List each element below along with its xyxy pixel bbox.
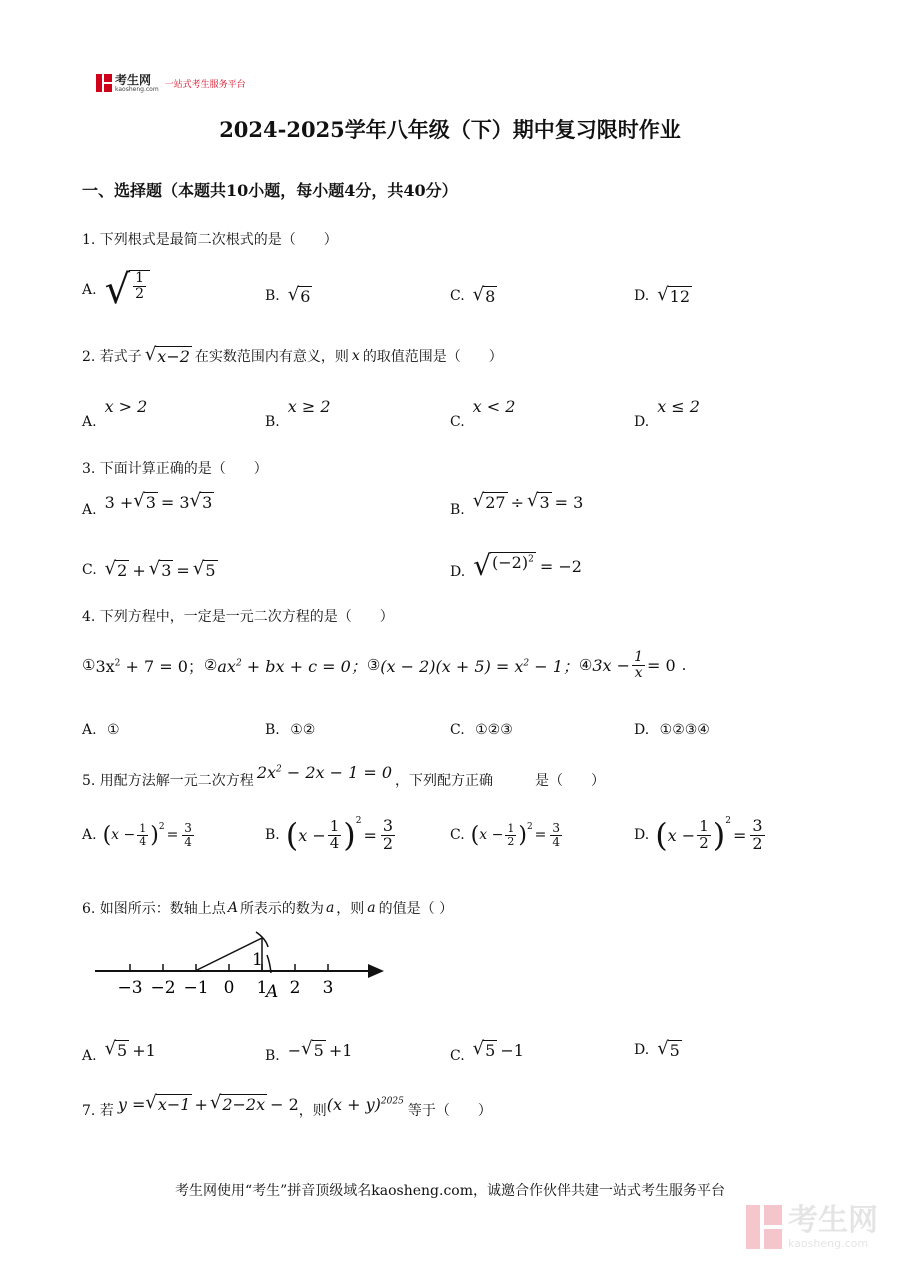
watermark-icon bbox=[746, 1205, 782, 1249]
tick-label: 3 bbox=[322, 978, 334, 998]
number-line-figure bbox=[90, 925, 390, 1005]
tick-label: −3 bbox=[117, 978, 143, 998]
q3-stem: 3. 下面计算正确的是（ ） bbox=[82, 461, 268, 477]
q5-option-d: D. ( x − $\frac{1}{2}$ ) $^2$ = $\frac{3}{2}$ bbox=[634, 815, 763, 854]
q4-option-a: A. ① bbox=[82, 722, 120, 738]
q7-stem: 7. 若 y = √ x−1 + √ 2−2x − 2 ，则 $(x + y)^{2025}$ 等于（ ） bbox=[82, 1092, 492, 1119]
q5-option-c: C. ( x − $\frac{1}{2}$ ) $^2$ = $\frac{3}{4}$ bbox=[450, 821, 561, 849]
header-logo[interactable] bbox=[96, 72, 246, 94]
q2-option-b: B.x ≥ 2 bbox=[265, 397, 331, 430]
q2-option-c: C.x < 2 bbox=[450, 397, 516, 430]
tick-label: 2 bbox=[289, 978, 301, 998]
q6-option-c: C. √ 5 −1 bbox=[450, 1038, 524, 1064]
q1-option-a: A. √ $\frac{1}{2}$ bbox=[82, 270, 150, 310]
height-label: 1 bbox=[252, 950, 263, 970]
number-line-arrow bbox=[368, 964, 384, 978]
q3-option-d: D. √ $(-2)^2$ = −2 bbox=[450, 549, 582, 582]
tick-label: −1 bbox=[183, 978, 209, 998]
q2-stem: 2. 若式子 √ x−2 在实数范围内有意义，则 x 的取值范围是（ ） bbox=[82, 344, 503, 366]
q1-option-b: B. √ 6 bbox=[265, 284, 311, 306]
q1-option-d: D. √ 12 bbox=[634, 284, 691, 306]
tick-label: 1 bbox=[256, 978, 268, 998]
q3-option-a: A. 3 + √ 3 = 3 √ 3 bbox=[82, 490, 213, 518]
tick-label: −2 bbox=[150, 978, 176, 998]
q1-option-c: C. √ 8 bbox=[450, 284, 496, 306]
q2-option-d: D.x ≤ 2 bbox=[634, 397, 700, 430]
q4-equations: ① $3x^2 + 7 = 0$； ② $ax^2$ + bx + c = 0； ③ $(x - 2)(x + 5) = x^2 - 1$； ④ 3x − $\frac{1}{x}$ = 0 . bbox=[82, 649, 687, 681]
watermark-logo bbox=[746, 1202, 878, 1250]
footer-text: 考生网使用“考生”拼音顶级域名kaosheng.com，诚邀合作伙伴共建一站式考生服务平台 bbox=[174, 1183, 726, 1199]
q5-option-b: B. ( x − $\frac{1}{4}$ ) $^2$ = $\frac{3}{2}$ bbox=[265, 815, 394, 854]
logo-domain: kaosheng.com bbox=[115, 85, 159, 93]
q2-option-a: A.x > 2 bbox=[82, 397, 148, 430]
q3-option-c: C. √ 2 + √ 3 = √ 5 bbox=[82, 558, 216, 580]
q5-stem: 5. 用配方法解一元二次方程 $2x^2 - 2x - 1 = 0$ ，下列配方正确 是（ ） bbox=[82, 762, 606, 789]
q6-stem: 6. 如图所示：数轴上点 A 所表示的数为 a ，则 a 的值是（ ） bbox=[82, 900, 454, 917]
watermark-name: 考生网 bbox=[788, 1202, 878, 1238]
tick-label: 0 bbox=[223, 978, 235, 998]
q6-option-d: D. √ 5 bbox=[634, 1038, 680, 1060]
q3-option-b: B. √ 27 ÷ √ 3 = 3 bbox=[450, 490, 584, 518]
q6-option-a: A. √ 5 +1 bbox=[82, 1038, 156, 1064]
q1-stem: 1. 下列根式是最简二次根式的是（ ） bbox=[82, 232, 338, 248]
point-a-label: A bbox=[266, 982, 279, 1002]
section-title: 一、选择题（本题共10小题，每小题4分，共40分） bbox=[82, 181, 458, 200]
q4-stem: 4. 下列方程中，一定是一元二次方程的是（ ） bbox=[82, 609, 394, 625]
q5-option-a: A. ( x − $\frac{1}{4}$ ) $^2$ = $\frac{3}{4}$ bbox=[82, 821, 192, 849]
q6-option-b: B. − √ 5 +1 bbox=[265, 1038, 353, 1064]
q4-option-c: C. ①②③ bbox=[450, 722, 513, 738]
page-title: 2024-2025学年八年级（下）期中复习限时作业 bbox=[219, 117, 681, 142]
watermark-domain: kaosheng.com bbox=[788, 1236, 869, 1250]
logo-name: 考生网 bbox=[115, 72, 152, 87]
q4-option-d: D. ①②③④ bbox=[634, 722, 710, 738]
logo-icon bbox=[96, 74, 112, 92]
logo-slogan: 一站式考生服务平台 bbox=[164, 79, 246, 90]
number-line-ticks bbox=[117, 964, 333, 998]
q4-option-b: B. ①② bbox=[265, 722, 316, 738]
